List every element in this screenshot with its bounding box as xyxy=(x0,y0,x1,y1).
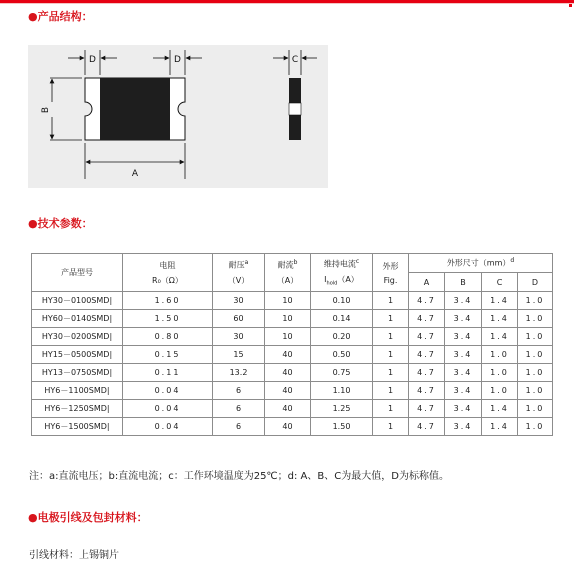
table-row xyxy=(32,364,553,382)
cell-voltage: 30 xyxy=(213,292,265,310)
cell-hold: 1.10 xyxy=(311,382,373,400)
cell-voltage: 15 xyxy=(213,346,265,364)
cell-current: 40 xyxy=(265,400,311,418)
table-footnote: 注：a:直流电压；b:直流电流；c：工作环境温度为25℃；d: A、B、C为最大值，D为标称值。 xyxy=(29,471,449,482)
table-row xyxy=(32,292,553,310)
cell-fig: 1 xyxy=(373,418,409,436)
lead-material-text: 引线材料：上锡铜片 xyxy=(29,550,119,561)
header-dim-c: C xyxy=(482,273,518,292)
header-shape-label: 外形 xyxy=(382,261,399,271)
cell-dim-a: 4.7 xyxy=(409,382,445,400)
header-dimensions-label: 外形尺寸（mm） xyxy=(446,258,511,268)
cell-dim-c: 1.0 xyxy=(482,364,518,382)
cell-voltage: 6 xyxy=(213,400,265,418)
header-current-sup: b xyxy=(293,259,298,267)
cell-current: 40 xyxy=(265,382,311,400)
cell-dim-d: 1.0 xyxy=(518,346,553,364)
label-d-right: D xyxy=(174,55,181,65)
parameter-table xyxy=(31,253,553,436)
header-shape xyxy=(373,254,409,292)
cell-dim-d: 1.0 xyxy=(518,310,553,328)
cell-dim-c: 1.4 xyxy=(482,292,518,310)
cell-dim-d: 1.0 xyxy=(518,382,553,400)
cell-hold: 0.10 xyxy=(311,292,373,310)
dimension-d-left xyxy=(68,50,117,75)
cell-resistance: 0.80 xyxy=(123,328,213,346)
cell-dim-a: 4.7 xyxy=(409,310,445,328)
cell-model: HY13－0750SMD| xyxy=(32,364,123,382)
dimension-c xyxy=(273,50,317,75)
top-thin-rule xyxy=(0,3,574,4)
cell-resistance: 0.04 xyxy=(123,400,213,418)
header-resistance-unit: R₀（Ω） xyxy=(152,275,183,285)
cell-dim-d: 1.0 xyxy=(518,328,553,346)
header-resistance xyxy=(123,254,213,292)
header-voltage-label: 耐压 xyxy=(228,260,245,270)
cell-dim-d: 1.0 xyxy=(518,364,553,382)
structure-figure xyxy=(28,45,328,188)
header-hold-label: 维持电流 xyxy=(323,260,356,270)
header-dimensions xyxy=(409,254,553,273)
cell-hold: 1.50 xyxy=(311,418,373,436)
cell-dim-b: 3.4 xyxy=(445,382,482,400)
cell-fig: 1 xyxy=(373,364,409,382)
cell-hold: 0.20 xyxy=(311,328,373,346)
cell-resistance: 0.04 xyxy=(123,382,213,400)
cell-current: 40 xyxy=(265,346,311,364)
cell-model: HY6－1250SMD| xyxy=(32,400,123,418)
chip-side-view xyxy=(289,78,301,140)
header-voltage xyxy=(213,254,265,292)
cell-hold: 1.25 xyxy=(311,400,373,418)
header-hold-unit-i: I xyxy=(324,275,327,285)
section-title-structure: ●产品结构： xyxy=(28,10,93,23)
table-row xyxy=(32,418,553,436)
cell-resistance: 0.11 xyxy=(123,364,213,382)
cell-fig: 1 xyxy=(373,346,409,364)
cell-dim-d: 1.0 xyxy=(518,418,553,436)
header-hold-unit: （A） xyxy=(337,275,359,285)
dimension-a xyxy=(85,143,185,179)
cell-dim-a: 4.7 xyxy=(409,328,445,346)
cell-fig: 1 xyxy=(373,382,409,400)
cell-hold: 0.14 xyxy=(311,310,373,328)
cell-voltage: 30 xyxy=(213,328,265,346)
cell-voltage: 6 xyxy=(213,418,265,436)
chip-front-view xyxy=(85,78,185,140)
header-hold-current xyxy=(311,254,373,292)
cell-dim-a: 4.7 xyxy=(409,346,445,364)
cell-dim-c: 1.4 xyxy=(482,418,518,436)
cell-dim-d: 1.0 xyxy=(518,292,553,310)
table-row xyxy=(32,382,553,400)
header-voltage-sup: a xyxy=(244,259,249,267)
header-shape-unit: Fig. xyxy=(383,275,398,285)
cell-resistance: 0.04 xyxy=(123,418,213,436)
header-hold-sup: c xyxy=(355,258,360,266)
cell-model: HY30－0200SMD| xyxy=(32,328,123,346)
label-c: C xyxy=(291,55,299,65)
header-current-unit: （A） xyxy=(276,275,299,285)
cell-dim-c: 1.0 xyxy=(482,346,518,364)
table-row xyxy=(32,310,553,328)
cell-fig: 1 xyxy=(373,310,409,328)
header-dim-b: B xyxy=(445,273,482,292)
cell-current: 40 xyxy=(265,418,311,436)
cell-model: HY60－0140SMD| xyxy=(32,310,123,328)
cell-dim-c: 1.0 xyxy=(482,382,518,400)
cell-current: 10 xyxy=(265,292,311,310)
cell-dim-b: 3.4 xyxy=(445,310,482,328)
cell-dim-b: 3.4 xyxy=(445,418,482,436)
label-d-left: D xyxy=(89,55,96,65)
cell-model: HY15－0500SMD| xyxy=(32,346,123,364)
cell-voltage: 60 xyxy=(213,310,265,328)
header-resistance-label: 电阻 xyxy=(159,260,176,270)
dimension-b xyxy=(41,78,82,140)
header-dim-d: D xyxy=(518,273,553,292)
structure-diagram xyxy=(28,45,328,188)
cell-model: HY6－1500SMD| xyxy=(32,418,123,436)
label-b: B xyxy=(41,106,51,114)
header-current xyxy=(265,254,311,292)
corner-accent-dot xyxy=(569,4,572,7)
cell-resistance: 1.60 xyxy=(123,292,213,310)
cell-dim-b: 3.4 xyxy=(445,292,482,310)
cell-hold: 0.50 xyxy=(311,346,373,364)
table-row xyxy=(32,328,553,346)
cell-voltage: 13.2 xyxy=(213,364,265,382)
table-row xyxy=(32,400,553,418)
cell-resistance: 1.50 xyxy=(123,310,213,328)
table-row xyxy=(32,346,553,364)
cell-voltage: 6 xyxy=(213,382,265,400)
cell-dim-a: 4.7 xyxy=(409,364,445,382)
cell-dim-b: 3.4 xyxy=(445,346,482,364)
section-title-electrode: ●电极引线及包封材料： xyxy=(28,511,148,524)
cell-dim-d: 1.0 xyxy=(518,400,553,418)
header-dimensions-sup: d xyxy=(510,257,515,265)
cell-dim-b: 3.4 xyxy=(445,400,482,418)
cell-fig: 1 xyxy=(373,400,409,418)
cell-model: HY6－1100SMD| xyxy=(32,382,123,400)
label-a: A xyxy=(131,169,139,179)
cell-current: 10 xyxy=(265,328,311,346)
cell-dim-c: 1.4 xyxy=(482,400,518,418)
cell-dim-c: 1.4 xyxy=(482,310,518,328)
cell-current: 10 xyxy=(265,310,311,328)
cell-fig: 1 xyxy=(373,328,409,346)
cell-dim-c: 1.4 xyxy=(482,328,518,346)
header-hold-unit-sub: hold xyxy=(326,280,338,287)
cell-resistance: 0.15 xyxy=(123,346,213,364)
cell-model: HY30－0100SMD| xyxy=(32,292,123,310)
header-model: 产品型号 xyxy=(32,254,123,292)
cell-hold: 0.75 xyxy=(311,364,373,382)
cell-current: 40 xyxy=(265,364,311,382)
cell-dim-b: 3.4 xyxy=(445,364,482,382)
header-current-label: 耐流 xyxy=(277,260,294,270)
cell-dim-a: 4.7 xyxy=(409,292,445,310)
section-title-tech: ●技术参数： xyxy=(28,217,93,230)
cell-dim-a: 4.7 xyxy=(409,418,445,436)
header-dim-a: A xyxy=(409,273,445,292)
cell-dim-a: 4.7 xyxy=(409,400,445,418)
cell-fig: 1 xyxy=(373,292,409,310)
dimension-d-right xyxy=(153,50,202,75)
cell-dim-b: 3.4 xyxy=(445,328,482,346)
header-voltage-unit: （V） xyxy=(227,275,250,285)
table-header-row xyxy=(32,254,553,273)
